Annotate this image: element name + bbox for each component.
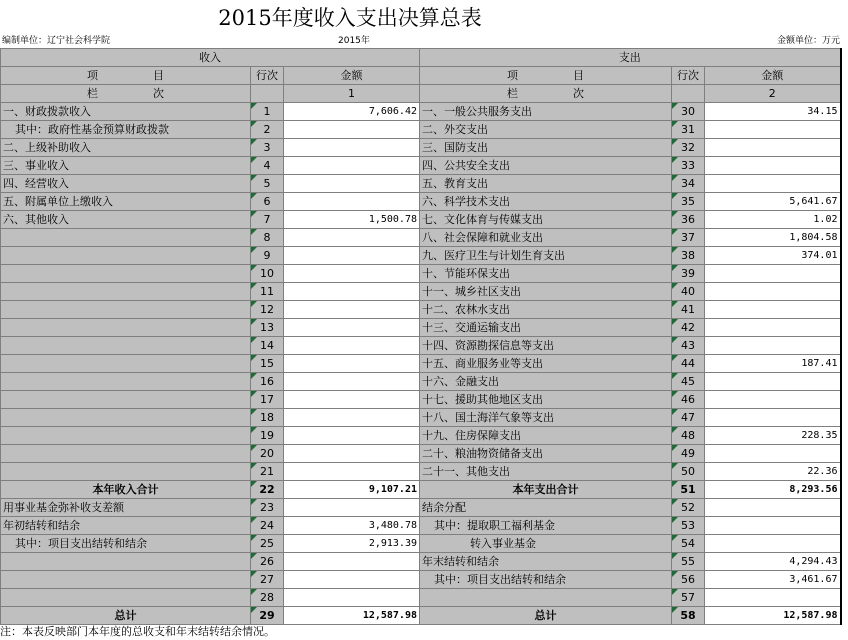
table-row: [1, 157, 841, 175]
income-amount: [284, 409, 420, 427]
income-row-number: 10: [251, 265, 284, 283]
expense-item-label: 七、文化体育与传媒支出: [420, 211, 672, 229]
income-row-number: 15: [251, 355, 284, 373]
expense-item-label: 十一、城乡社区支出: [420, 283, 672, 301]
table-row: [1, 553, 841, 571]
expense-row-number: 36: [672, 211, 705, 229]
expense-amount: [705, 139, 841, 157]
table-row: [1, 589, 841, 607]
income-amount: [284, 121, 420, 139]
table-row: [1, 283, 841, 301]
expense-row-number: 30: [672, 103, 705, 121]
table-row: [1, 319, 841, 337]
income-item-label: [1, 319, 251, 337]
table-row: [1, 571, 841, 589]
expense-row-number: 55: [672, 553, 705, 571]
income-amount: [284, 319, 420, 337]
expense-amount: 187.41: [705, 355, 841, 373]
income-item-label: [1, 427, 251, 445]
income-row-number: 14: [251, 337, 284, 355]
expense-row-number: 33: [672, 157, 705, 175]
expense-amount: 34.15: [705, 103, 841, 121]
expense-item-label: 四、公共安全支出: [420, 157, 672, 175]
expense-column-header: 栏 次: [420, 85, 672, 103]
expense-row-number: 40: [672, 283, 705, 301]
income-amount: [284, 229, 420, 247]
expense-row-number: 51: [672, 481, 705, 499]
table-row: [1, 121, 841, 139]
income-amount: [284, 247, 420, 265]
expense-item-label: 三、国防支出: [420, 139, 672, 157]
expense-row-number: 39: [672, 265, 705, 283]
income-amount: 2,913.39: [284, 535, 420, 553]
expense-row-number: 52: [672, 499, 705, 517]
income-amount: 1,500.78: [284, 211, 420, 229]
expense-item-label: 十三、交通运输支出: [420, 319, 672, 337]
expense-row-number: 41: [672, 301, 705, 319]
table-row: [1, 445, 841, 463]
income-item-label: 本年收入合计: [1, 481, 251, 499]
expense-column-blank: [672, 85, 705, 103]
expense-amount: [705, 517, 841, 535]
income-amount: [284, 499, 420, 517]
expense-amount: [705, 391, 841, 409]
expense-rank-header: 行次: [672, 67, 705, 85]
income-row-number: 1: [251, 103, 284, 121]
income-header: 收入: [1, 49, 420, 67]
expense-amount: [705, 589, 841, 607]
expense-amount: 374.01: [705, 247, 841, 265]
income-row-number: 25: [251, 535, 284, 553]
expense-amount: 22.36: [705, 463, 841, 481]
income-row-number: 22: [251, 481, 284, 499]
table-row: [1, 139, 841, 157]
expense-row-number: 31: [672, 121, 705, 139]
income-item-label: [1, 301, 251, 319]
expense-row-number: 46: [672, 391, 705, 409]
expense-amount: [705, 409, 841, 427]
expense-item-label: 九、医疗卫生与计划生育支出: [420, 247, 672, 265]
income-amount: [284, 553, 420, 571]
income-amount: [284, 265, 420, 283]
expense-row-number: 49: [672, 445, 705, 463]
income-amount: 9,107.21: [284, 481, 420, 499]
income-row-number: 18: [251, 409, 284, 427]
expense-column-number: 2: [705, 85, 841, 103]
table-row: [1, 193, 841, 211]
expense-item-label: 十七、援助其他地区支出: [420, 391, 672, 409]
income-row-number: 7: [251, 211, 284, 229]
income-amount: [284, 355, 420, 373]
income-item-label: [1, 409, 251, 427]
budget-table: [0, 48, 842, 625]
income-row-number: 12: [251, 301, 284, 319]
expense-item-label: 二、外交支出: [420, 121, 672, 139]
income-row-number: 23: [251, 499, 284, 517]
expense-amount: [705, 319, 841, 337]
income-row-number: 13: [251, 319, 284, 337]
page-title: 2015年度收入支出决算总表: [218, 6, 482, 30]
income-amount: [284, 283, 420, 301]
income-column-header: 栏 次: [1, 85, 251, 103]
income-item-label: 六、其他收入: [1, 211, 251, 229]
income-amount: [284, 571, 420, 589]
expense-row-number: 50: [672, 463, 705, 481]
income-amount: [284, 193, 420, 211]
expense-amount: 12,587.98: [705, 607, 841, 625]
income-amount: [284, 373, 420, 391]
income-row-number: 2: [251, 121, 284, 139]
income-item-label: 年初结转和结余: [1, 517, 251, 535]
table-row: [1, 535, 841, 553]
expense-row-number: 54: [672, 535, 705, 553]
expense-amount: [705, 445, 841, 463]
expense-amount: 8,293.56: [705, 481, 841, 499]
expense-amount: [705, 157, 841, 175]
expense-row-number: 57: [672, 589, 705, 607]
expense-item-label: 五、教育支出: [420, 175, 672, 193]
income-row-number: 3: [251, 139, 284, 157]
income-item-label: 五、附属单位上缴收入: [1, 193, 251, 211]
expense-item-label: 结余分配: [420, 499, 672, 517]
income-item-label: [1, 337, 251, 355]
income-item-label: 二、上级补助收入: [1, 139, 251, 157]
expense-item-label: 八、社会保障和就业支出: [420, 229, 672, 247]
expense-row-number: 56: [672, 571, 705, 589]
income-row-number: 4: [251, 157, 284, 175]
income-amount: 12,587.98: [284, 607, 420, 625]
expense-item-label: 十四、资源勘探信息等支出: [420, 337, 672, 355]
income-item-header: 项 目: [1, 67, 251, 85]
income-item-label: [1, 283, 251, 301]
income-row-number: 28: [251, 589, 284, 607]
income-item-label: [1, 571, 251, 589]
expense-row-number: 53: [672, 517, 705, 535]
income-amount: [284, 337, 420, 355]
table-row: [1, 463, 841, 481]
income-row-number: 26: [251, 553, 284, 571]
expense-row-number: 34: [672, 175, 705, 193]
expense-item-label: 十、节能环保支出: [420, 265, 672, 283]
income-amount-header: 金额: [284, 67, 420, 85]
income-row-number: 20: [251, 445, 284, 463]
expense-item-label: 年末结转和结余: [420, 553, 672, 571]
table-row: [1, 517, 841, 535]
expense-amount: 228.35: [705, 427, 841, 445]
income-column-blank: [251, 85, 284, 103]
income-amount: [284, 301, 420, 319]
expense-item-label: 总计: [420, 607, 672, 625]
income-item-label: [1, 265, 251, 283]
income-item-label: 一、财政拨款收入: [1, 103, 251, 121]
income-amount: [284, 427, 420, 445]
expense-row-number: 37: [672, 229, 705, 247]
income-amount: 7,606.42: [284, 103, 420, 121]
expense-amount: 1,804.58: [705, 229, 841, 247]
income-rank-header: 行次: [251, 67, 284, 85]
year-label: 2015年: [338, 36, 370, 46]
expense-item-header: 项 目: [420, 67, 672, 85]
table-row: [1, 211, 841, 229]
table-row: [1, 175, 841, 193]
table-row: [1, 373, 841, 391]
expense-item-label: 转入事业基金: [420, 535, 672, 553]
expense-amount: 3,461.67: [705, 571, 841, 589]
income-item-label: [1, 463, 251, 481]
income-item-label: 三、事业收入: [1, 157, 251, 175]
income-item-label: 总计: [1, 607, 251, 625]
income-amount: 3,480.78: [284, 517, 420, 535]
expense-amount: [705, 535, 841, 553]
expense-item-label: 十九、住房保障支出: [420, 427, 672, 445]
expense-amount: [705, 337, 841, 355]
income-row-number: 24: [251, 517, 284, 535]
expense-amount: [705, 373, 841, 391]
expense-item-label: 六、科学技术支出: [420, 193, 672, 211]
income-amount: [284, 139, 420, 157]
income-row-number: 8: [251, 229, 284, 247]
amount-unit-label: 金额单位：万元: [776, 36, 840, 46]
income-row-number: 11: [251, 283, 284, 301]
expense-item-label: 其中：提取职工福利基金: [420, 517, 672, 535]
income-item-label: 其中：政府性基金预算财政拨款: [1, 121, 251, 139]
table-row: [1, 499, 841, 517]
income-item-label: [1, 247, 251, 265]
expense-amount: [705, 265, 841, 283]
income-row-number: 17: [251, 391, 284, 409]
expense-row-number: 44: [672, 355, 705, 373]
expense-row-number: 35: [672, 193, 705, 211]
unit-label: 编制单位：辽宁社会科学院: [2, 36, 111, 46]
income-item-label: 其中：项目支出结转和结余: [1, 535, 251, 553]
expense-item-label: 十五、商业服务业等支出: [420, 355, 672, 373]
expense-item-label: 本年支出合计: [420, 481, 672, 499]
table-row: [1, 427, 841, 445]
income-amount: [284, 445, 420, 463]
table-row: [1, 607, 841, 625]
expense-amount: [705, 121, 841, 139]
income-row-number: 16: [251, 373, 284, 391]
income-item-label: [1, 445, 251, 463]
table-row: [1, 391, 841, 409]
income-item-label: [1, 355, 251, 373]
footnote: 注：本表反映部门本年度的总收支和年末结转结余情况。: [0, 625, 275, 638]
income-row-number: 21: [251, 463, 284, 481]
income-row-number: 9: [251, 247, 284, 265]
expense-item-label: 其中：项目支出结转和结余: [420, 571, 672, 589]
income-item-label: 四、经营收入: [1, 175, 251, 193]
income-row-number: 19: [251, 427, 284, 445]
table-row: [1, 229, 841, 247]
expense-header: 支出: [420, 49, 841, 67]
income-item-label: 用事业基金弥补收支差额: [1, 499, 251, 517]
expense-amount-header: 金额: [705, 67, 841, 85]
expense-amount: 5,641.67: [705, 193, 841, 211]
income-row-number: 5: [251, 175, 284, 193]
expense-row-number: 45: [672, 373, 705, 391]
income-item-label: [1, 553, 251, 571]
income-amount: [284, 157, 420, 175]
income-item-label: [1, 229, 251, 247]
expense-amount: [705, 283, 841, 301]
expense-item-label: 二十一、其他支出: [420, 463, 672, 481]
expense-item-label: 二十、粮油物资储备支出: [420, 445, 672, 463]
income-amount: [284, 463, 420, 481]
income-row-number: 6: [251, 193, 284, 211]
expense-item-label: 十六、金融支出: [420, 373, 672, 391]
expense-item-label: 十八、国土海洋气象等支出: [420, 409, 672, 427]
expense-item-label: 一、一般公共服务支出: [420, 103, 672, 121]
income-column-number: 1: [284, 85, 420, 103]
expense-row-number: 32: [672, 139, 705, 157]
expense-item-label: [420, 589, 672, 607]
table-row: [1, 355, 841, 373]
table-row: [1, 265, 841, 283]
expense-row-number: 58: [672, 607, 705, 625]
income-item-label: [1, 589, 251, 607]
table-row: [1, 337, 841, 355]
income-item-label: [1, 391, 251, 409]
expense-row-number: 48: [672, 427, 705, 445]
expense-row-number: 38: [672, 247, 705, 265]
income-amount: [284, 175, 420, 193]
income-amount: [284, 589, 420, 607]
expense-row-number: 42: [672, 319, 705, 337]
expense-amount: [705, 499, 841, 517]
income-row-number: 27: [251, 571, 284, 589]
table-row: [1, 301, 841, 319]
table-row: [1, 247, 841, 265]
table-row: [1, 481, 841, 499]
table-row: [1, 409, 841, 427]
expense-item-label: 十二、农林水支出: [420, 301, 672, 319]
table-row: [1, 103, 841, 121]
income-item-label: [1, 373, 251, 391]
expense-amount: [705, 301, 841, 319]
expense-amount: 4,294.43: [705, 553, 841, 571]
income-row-number: 29: [251, 607, 284, 625]
expense-amount: [705, 175, 841, 193]
income-amount: [284, 391, 420, 409]
expense-row-number: 47: [672, 409, 705, 427]
expense-row-number: 43: [672, 337, 705, 355]
expense-amount: 1.02: [705, 211, 841, 229]
